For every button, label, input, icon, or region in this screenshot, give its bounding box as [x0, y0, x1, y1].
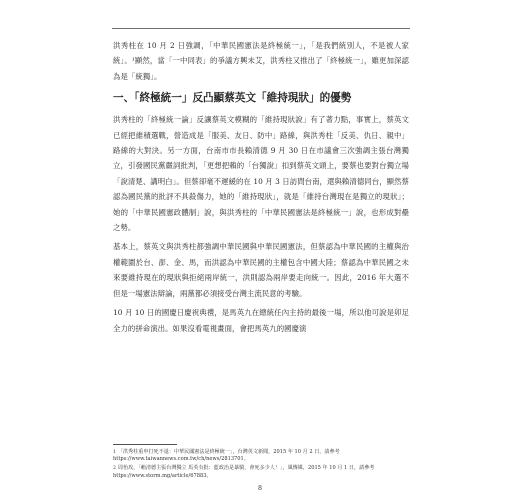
header-rule	[112, 28, 410, 29]
footnote-1-mark: 1	[113, 450, 116, 455]
footnote-2-mark: 2	[113, 466, 116, 472]
footnote-2-text: 周怡玫，「賴清德主張台灣獨立 馬英有批：藍政治是暴騎，會死多少人！」，風傳媒，2015 年 10 月 1 日，請參考 https://www.storm.mg/article/67883。	[113, 465, 375, 479]
paragraph-1: 洪秀柱在 10 月 2 日強調，「中華民國憲法是終極統一」，「是我們統別人，不是被人家統」。¹顯然，當「一中同表」的爭議方興未艾，洪秀柱又推出了「終極統一」，雖更加深認為是「統獨」。	[113, 41, 409, 81]
footnote-divider	[113, 444, 177, 445]
page-body	[113, 38, 409, 340]
paragraph-2: 洪秀柱的「終極統一論」反讓蔡英文模糊的「維持現狀說」有了著力點，事實上，蔡英文已經把維積選戰，營造成是「服美、友日、防中」路線，與洪秀柱「反美、仇日、親中」路線的大對決。另一方面，台南市市長賴清德 9 月 30 日在市議會三次強調主張台灣獨立，引發國民黨嚴詞批判，「更想把賴的「台獨說」扣到蔡英文頭上，要蔡也要對台獨立場「說清楚、講明白」。但蔡卻毫不遲緩的在 10 月 3 日訪問台南，還與賴清德同台，顯然蔡認為國民黨的批評不具殺傷力，她的「維持現狀」，就是「維持台灣現在是獨立的現狀」；她的「中華民國憲政體制」說，與洪秀柱的「中華民國憲法是終極統一」說，也形成對壘之勢。	[113, 115, 409, 233]
section-heading: 一、「終極統一」反凸顯蔡英文「維持現狀」的優勢	[113, 92, 352, 105]
footnotes	[113, 449, 409, 482]
paragraph-4: 10 月 10 日的國慶日慶祝典禮，是馬英九在總統任內主持的最後一場，所以他可說是卯足全力的拼命演出。如果沒看電視畫面，會把馬英九的國慶演	[113, 308, 409, 333]
footnote-2	[113, 465, 409, 479]
paragraph-3: 基本上，蔡英文與洪秀柱都強調中華民國與中華民國憲法，但蔡認為中華民國的主權與治權範圍於台、澎、金、馬，而洪認為中華民國的主權包含中國大陸；蔡認為中華民國之未來要維持現在的現狀與拒絕兩岸統一，洪則認為兩岸要走向統一。因此，2016 年大選不但是一場憲法辯論，兩黨都必須接受台灣主流民意的考驗。	[113, 242, 409, 298]
footnote-1	[113, 449, 409, 463]
page-number: 8	[257, 484, 263, 492]
footnote-1-text: 「洪秀柱重申打死不退：中華民國憲法是終極統一」，台灣英文新聞，2015 年 10 月 2 日，請參考 https://www.taiwannews.com.tw/ch/news/2813701。	[113, 449, 340, 463]
